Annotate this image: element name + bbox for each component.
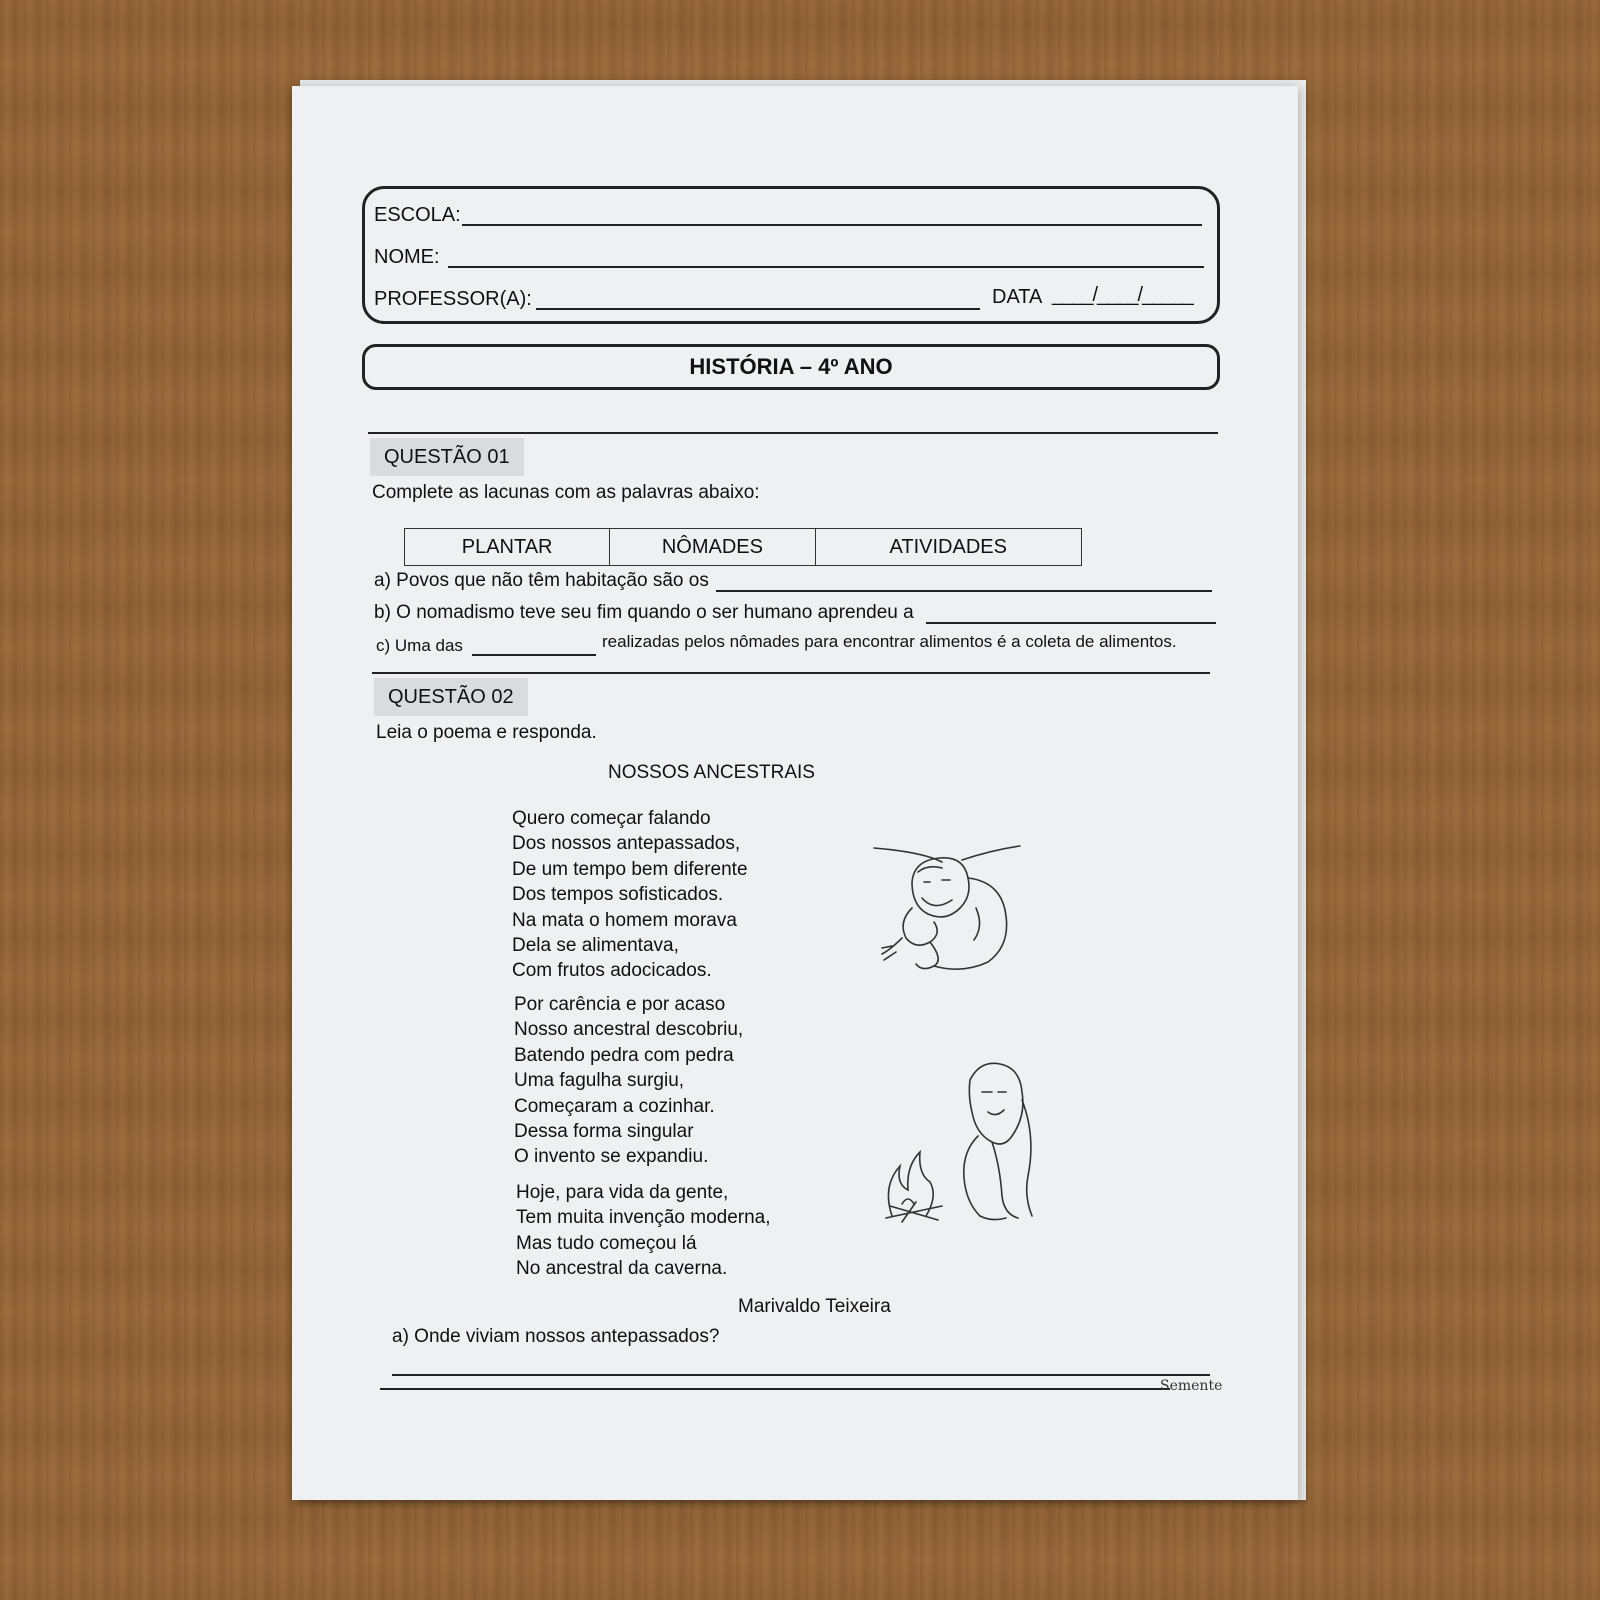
poem-title: NOSSOS ANCESTRAIS <box>608 762 815 783</box>
worksheet-page <box>292 86 1298 1500</box>
poem-line: Com frutos adocicados. <box>512 960 712 982</box>
poem-line: Quero começar falando <box>512 808 711 829</box>
word-bank-cell: ATIVIDADES <box>889 536 1007 558</box>
poem-line: Na mata o homem morava <box>512 909 737 931</box>
poem-line: Nosso ancestral descobriu, <box>514 1019 744 1041</box>
poem-line: Dela se alimentava, <box>512 935 679 957</box>
question-02-label: QUESTÃO 02 <box>374 678 528 716</box>
poem-stanza-3 <box>516 1180 771 1282</box>
caveman-by-fire-illustration <box>872 1056 1042 1226</box>
divider-line <box>368 432 1218 434</box>
answer-line <box>372 672 1210 674</box>
question-01-label: QUESTÃO 01 <box>370 438 524 476</box>
question-02-item-a: a) Onde viviam nossos antepassados? <box>392 1326 720 1347</box>
question-01-item-b: b) O nomadismo teve seu fim quando o ser humano aprendeu a <box>374 602 914 623</box>
data-blank: ____/____/_____ <box>1052 284 1193 306</box>
escola-line <box>462 224 1202 226</box>
publisher-logo: Semente <box>1160 1378 1223 1394</box>
question-01-item-a: a) Povos que não têm habitação são os <box>374 570 709 591</box>
poem-line: Começaram a cozinhar. <box>514 1095 715 1117</box>
poem-line: Por carência e por acaso <box>514 994 726 1015</box>
page-title: HISTÓRIA – 4º ANO <box>362 344 1220 390</box>
poem-stanza-1 <box>512 806 748 984</box>
poem-line: Tem muita invenção moderna, <box>516 1207 771 1229</box>
poem-line: Mas tudo começou lá <box>516 1232 697 1254</box>
poem-line: Dessa forma singular <box>514 1121 694 1143</box>
poem-line: Dos tempos sofisticados. <box>512 884 724 906</box>
word-bank-table <box>404 528 1082 566</box>
question-02-instruction: Leia o poema e responda. <box>376 722 597 743</box>
poem-line: No ancestral da caverna. <box>516 1258 728 1280</box>
professor-line <box>536 308 980 310</box>
question-01-item-c-start: c) Uma das <box>376 636 463 655</box>
nome-label: NOME: <box>374 246 440 268</box>
answer-line <box>472 654 596 656</box>
word-bank-cell: NÔMADES <box>610 529 815 565</box>
answer-line <box>716 590 1212 592</box>
question-01-instruction: Complete as lacunas com as palavras abaixo: <box>372 482 760 503</box>
poem-line: De um tempo bem diferente <box>512 858 748 880</box>
escola-label: ESCOLA: <box>374 204 461 226</box>
poem-line: Hoje, para vida da gente, <box>516 1182 729 1203</box>
data-label: DATA <box>992 286 1043 308</box>
nome-line <box>448 266 1204 268</box>
poem-line: Batendo pedra com pedra <box>514 1044 734 1066</box>
poem-line: O invento se expandiu. <box>514 1146 709 1168</box>
poem-stanza-2 <box>514 992 743 1170</box>
word-bank-cell: PLANTAR <box>405 529 610 565</box>
answer-line <box>926 622 1216 624</box>
answer-line <box>392 1374 1210 1376</box>
answer-line <box>380 1388 1170 1390</box>
caveman-striking-stones-illustration <box>872 842 1032 982</box>
poem-line: Uma fagulha surgiu, <box>514 1070 685 1092</box>
question-01-item-c-end: realizadas pelos nômades para encontrar alimentos é a coleta de alimentos. <box>602 632 1177 651</box>
professor-label: PROFESSOR(A): <box>374 288 532 310</box>
poem-line: Dos nossos antepassados, <box>512 833 741 855</box>
poem-author: Marivaldo Teixeira <box>738 1296 891 1317</box>
